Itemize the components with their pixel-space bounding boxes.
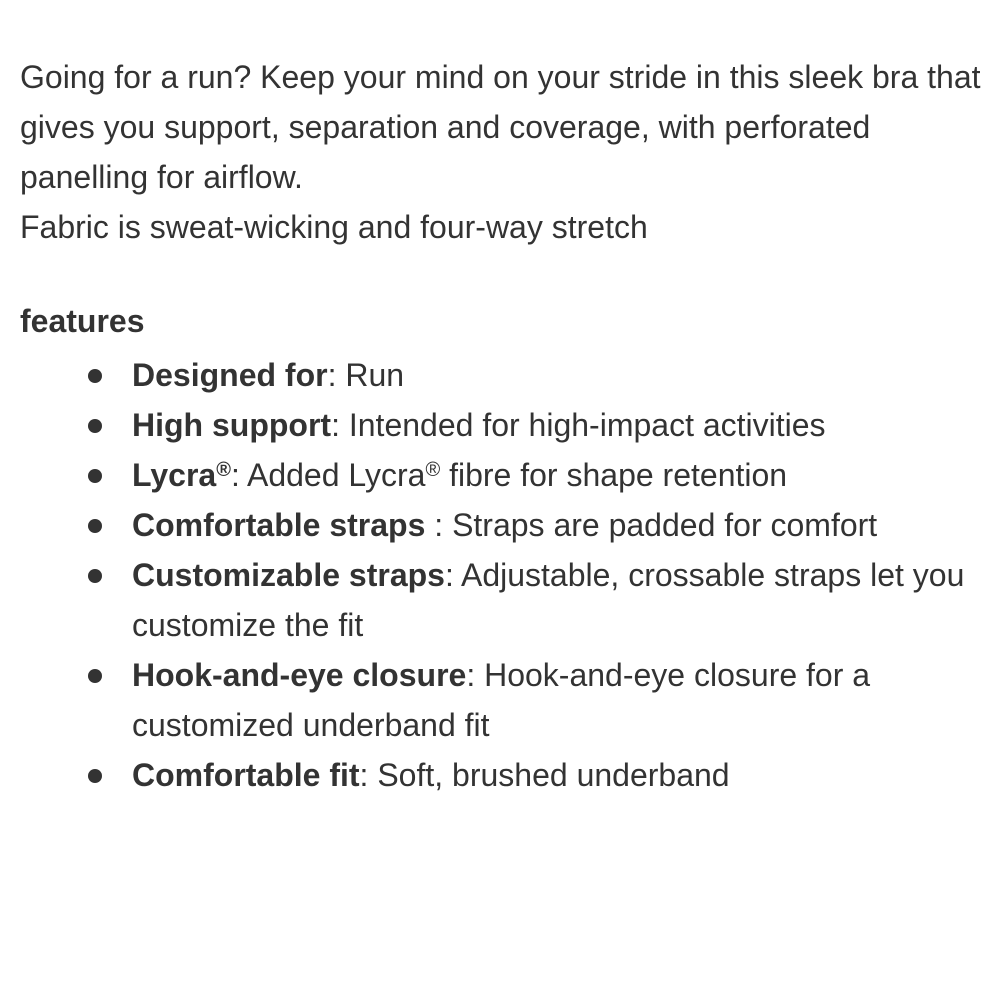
feature-separator: :	[425, 507, 444, 543]
features-list	[20, 350, 985, 800]
feature-name: Hook-and-eye closure	[132, 657, 467, 693]
description-paragraph: Fabric is sweat-wicking and four-way stretch	[20, 209, 648, 245]
feature-text: Soft, brushed underband	[368, 757, 730, 793]
feature-name: Designed for	[132, 357, 328, 393]
bullet-icon	[88, 369, 102, 383]
feature-text: fibre for shape retention	[440, 457, 788, 493]
feature-text: Straps are padded for comfort	[443, 507, 878, 543]
feature-separator: :	[444, 557, 454, 593]
feature-name: Comfortable fit	[132, 757, 360, 793]
description-paragraph: Going for a run? Keep your mind on your stride in this sleek bra that gives you support, separation and coverage, with perforated panelling for airflow.	[20, 59, 981, 195]
bullet-icon	[88, 669, 102, 683]
feature-text: Intended for high-impact activities	[339, 407, 826, 443]
registered-trademark-symbol: ®	[425, 459, 441, 481]
feature-item-comfortable-straps	[20, 500, 985, 550]
bullet-icon	[88, 419, 102, 433]
feature-item-comfortable-fit	[20, 750, 985, 800]
feature-item-hook-and-eye-closure	[20, 650, 985, 750]
bullet-icon	[88, 519, 102, 533]
feature-name: Comfortable straps	[132, 507, 426, 543]
feature-separator: :	[331, 407, 340, 443]
bullet-icon	[88, 469, 102, 483]
feature-text: Run	[336, 357, 405, 393]
registered-trademark-symbol: ®	[216, 459, 231, 481]
feature-separator: :	[230, 457, 240, 493]
feature-name	[132, 457, 231, 493]
product-description-content	[20, 52, 985, 800]
feature-text: Hook-and-eye closure for a customized underband fit	[132, 657, 871, 743]
feature-separator: :	[359, 757, 369, 793]
feature-item-lycra	[20, 450, 985, 500]
bullet-icon	[88, 569, 102, 583]
feature-name: High support	[132, 407, 332, 443]
product-description	[20, 52, 985, 252]
feature-item-high-support	[20, 400, 985, 450]
feature-separator: :	[327, 357, 337, 393]
feature-name-text: Lycra	[132, 457, 217, 493]
feature-separator: :	[466, 657, 476, 693]
feature-text: Adjustable, crossable straps let you customize the fit	[132, 557, 965, 643]
bullet-icon	[88, 769, 102, 783]
feature-name: Customizable straps	[132, 557, 445, 593]
feature-item-designed-for	[20, 350, 985, 400]
feature-text-pre: Added Lycra	[239, 457, 426, 493]
features-heading: features	[20, 303, 145, 339]
feature-item-customizable-straps	[20, 550, 985, 650]
